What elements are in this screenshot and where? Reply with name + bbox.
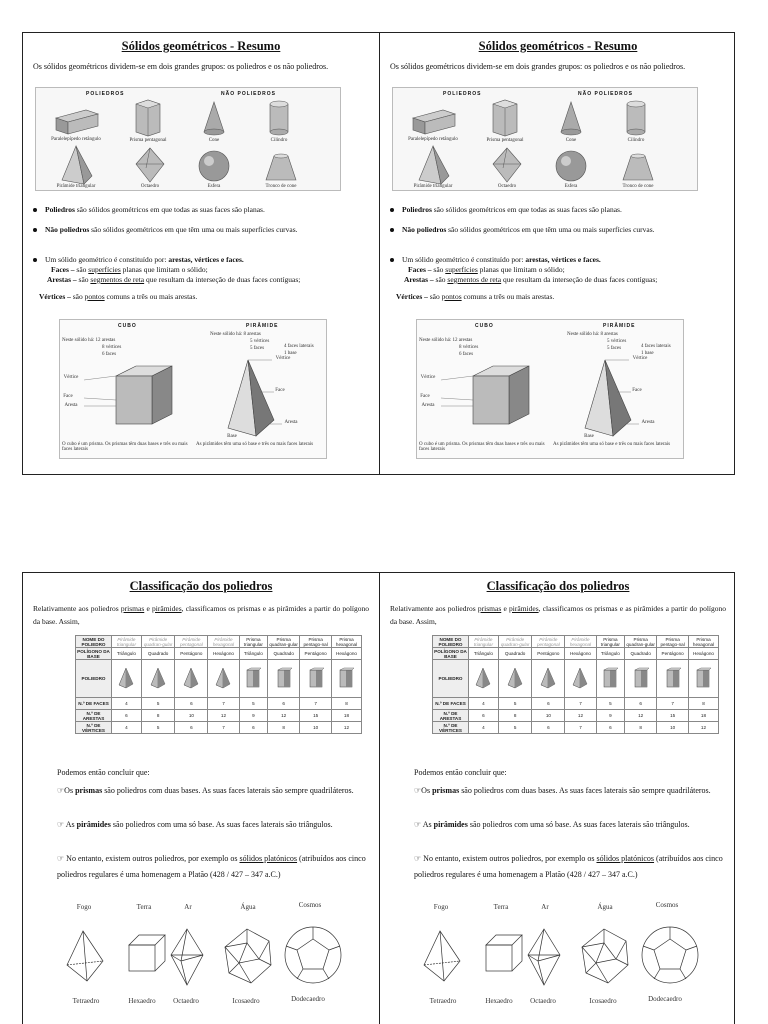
intro-text: Os sólidos geométricos dividem-se em dois grandes grupos: os poliedros e os não poliedros. [390, 62, 686, 71]
table-cell: 6 [239, 722, 267, 734]
paralelepipedo-shape [413, 110, 455, 134]
row-header: N.º DE ARESTAS [433, 710, 469, 722]
pir-base-count: 1 base [284, 351, 297, 356]
pir-info-vertices: 5 vértices [607, 339, 627, 344]
table-cell [625, 660, 657, 698]
tetraedro-shape [67, 931, 103, 981]
hand-icon: ☞ [57, 820, 65, 829]
table-row-base-row [433, 648, 719, 660]
solid-icosaedro: Icosaedro [232, 997, 260, 1005]
esfera-shape [556, 151, 586, 181]
table-cell: 8 [268, 722, 300, 734]
label-esfera: Esfera [564, 184, 578, 189]
hex-pyr-icon [570, 667, 590, 689]
pir-label-vertice: Vértice [632, 356, 648, 361]
row-header: N.º DE FACES [76, 698, 112, 710]
tronco-cone-shape [266, 154, 296, 180]
cilindro-shape [627, 101, 645, 135]
cubo-label-face: Face [63, 394, 73, 399]
table-row-arestas-row [76, 710, 362, 722]
header-piramide: PIRÂMIDE [603, 323, 636, 329]
label-tronco: Tronco de cone [265, 184, 297, 189]
paralelepipedo-shape [56, 110, 98, 134]
table-cell: Triângulo [596, 648, 624, 660]
conclusao-label: Podemos então concluir que: [414, 768, 507, 777]
table-cell: 6 [112, 710, 142, 722]
table-cell: 5 [141, 722, 175, 734]
table-cell: 4 [469, 722, 499, 734]
tri-prism-icon [243, 667, 263, 689]
pir-info-faces: 5 faces [607, 346, 622, 351]
dodecaedro-shape [642, 927, 698, 983]
table-cell: 5 [498, 698, 532, 710]
label-esfera: Esfera [207, 184, 221, 189]
bullet-poliedros: Poliedros são sólidos geométricos em que todas as suas faces são planas. [390, 205, 728, 215]
element-fogo: Fogo [76, 903, 92, 911]
cubo-info-arestas: Neste sólido há: 12 arestas [62, 338, 116, 343]
cone-shape [204, 102, 224, 135]
element-terra: Terra [136, 903, 152, 911]
table-cell: 4 [469, 698, 499, 710]
cubo-caption: O cubo é um prisma. Os prismas têm duas bases e três ou mais faces laterais [62, 442, 188, 452]
quad-prism-icon [274, 667, 294, 689]
table-cell: Prisma hexagonal [331, 636, 361, 648]
icosaedro-shape [225, 929, 271, 983]
column-right [380, 33, 736, 474]
table-cell: 6 [469, 710, 499, 722]
table-cell: Pentágono [532, 648, 565, 660]
table-cell: 8 [331, 698, 361, 710]
header-piramide: PIRÂMIDE [246, 323, 279, 329]
label-cilindro: Cilindro [627, 138, 645, 143]
table-cell: 5 [498, 722, 532, 734]
table-row-name-row [76, 636, 362, 648]
solid-tetraedro: Tetraedro [72, 997, 100, 1005]
octaedro-shape [171, 929, 203, 985]
pir-label-face: Face [632, 388, 642, 393]
pent-prism-icon [306, 667, 326, 689]
octaedro-shape [528, 929, 560, 985]
conclusao-prismas: ☞Os prismas são poliedros com duas bases. As suas faces laterais são sempre quadriláteros. [57, 786, 354, 795]
sheet-solidos [22, 32, 735, 475]
table-row-faces-row [433, 698, 719, 710]
table-cell: Pirâmide hexagonal [565, 636, 596, 648]
table-cell: 6 [532, 698, 565, 710]
figure-cubo-piramide [59, 319, 327, 459]
cubo-label-aresta: Aresta [421, 403, 435, 408]
table-row-arestas-row [433, 710, 719, 722]
page-title: Classificação dos poliedros [486, 579, 630, 593]
table-cell [300, 660, 332, 698]
piramide-shape [585, 360, 631, 436]
table-row-vertices-row [76, 722, 362, 734]
table-cell: 6 [596, 722, 624, 734]
table-cell: Hexágono [331, 648, 361, 660]
hex-prism-icon [693, 667, 713, 689]
row-header: NOME DO POLIEDRO [76, 636, 112, 648]
pent-pyr-icon [538, 667, 558, 689]
conclusao-platonicos: ☞ No entanto, existem outros poliedros, por exemplo os sólidos platónicos (atribuídos aos cinco poliedros regulares é uma homenagem a Platão (428 / 427 – 347 a.C.) [57, 854, 366, 879]
table-cell [239, 660, 267, 698]
table-cell: Pentágono [175, 648, 208, 660]
table-cell [175, 660, 208, 698]
table-cell: Pentágono [300, 648, 332, 660]
def-arestas: Arestas – são segmentos de reta que resultam da interseção de duas faces contíguas; [47, 275, 301, 284]
octaedro-shape [136, 148, 164, 182]
table-cell: Pentágono [657, 648, 689, 660]
row-header: NOME DO POLIEDRO [433, 636, 469, 648]
label-piramide: Pirâmide triangular [56, 184, 96, 189]
table-cell: 5 [596, 698, 624, 710]
table-cell: 8 [625, 722, 657, 734]
icosaedro-shape [582, 929, 628, 983]
table-cell: Hexágono [208, 648, 239, 660]
table-cell [469, 660, 499, 698]
table-cell: Prisma quadran-gular [626, 636, 655, 647]
cubo-info-arestas: Neste sólido há: 12 arestas [419, 338, 473, 343]
hand-icon: ☞ [414, 786, 422, 795]
table-row-vertices-row [433, 722, 719, 734]
row-header: N.º DE VÉRTICES [76, 722, 112, 734]
table-row-name-row [433, 636, 719, 648]
tri-pyr-icon [473, 667, 493, 689]
table-cell: Pirâmide triangular [112, 636, 142, 648]
element-terra: Terra [493, 903, 509, 911]
pir-faces-laterais: 4 faces laterais [284, 344, 314, 349]
tronco-cone-shape [623, 154, 653, 180]
table-cell: 6 [625, 698, 657, 710]
header-cubo: CUBO [118, 323, 137, 329]
quad-pyr-icon [148, 667, 168, 689]
table-cell: 7 [565, 698, 596, 710]
element-cosmos: Cosmos [298, 901, 322, 909]
solid-octaedro: Octaedro [173, 997, 199, 1005]
sheet-classificacao [22, 572, 735, 1024]
piramide-triangular-shape [62, 146, 92, 184]
table-cell [112, 660, 142, 698]
figure-solids [392, 87, 698, 191]
def-arestas: Arestas – são segmentos de reta que resultam da interseção de duas faces contíguas; [404, 275, 658, 284]
label-paralelepipedo: Paralelepípedo retângulo [51, 137, 101, 142]
table-cell: 6 [175, 698, 208, 710]
esfera-shape [199, 151, 229, 181]
table-cell [141, 660, 175, 698]
table-cell: Prisma triangular [239, 636, 267, 648]
label-tronco: Tronco de cone [622, 184, 654, 189]
table-row-shape-row [76, 660, 362, 698]
element-ar: Ar [184, 903, 192, 911]
def-faces: Faces – são superfícies planas que limitam o sólido; [408, 265, 565, 274]
pir-info-arestas: Neste sólido há: 8 arestas [567, 332, 618, 337]
cubo-shape [116, 366, 172, 424]
conclusao-platonicos: ☞ No entanto, existem outros poliedros, por exemplo os sólidos platónicos (atribuídos aos cinco poliedros regulares é uma homenagem a Platão (428 / 427 – 347 a.C.) [414, 854, 723, 879]
octaedro-shape [493, 148, 521, 182]
pent-prism-icon [663, 667, 683, 689]
table-cell: 6 [268, 698, 300, 710]
element-agua: Água [597, 903, 613, 911]
pir-label-vertice: Vértice [275, 356, 291, 361]
hex-prism-icon [336, 667, 356, 689]
hand-icon: ☞ [57, 786, 65, 795]
pir-faces-laterais: 4 faces laterais [641, 344, 671, 349]
table-cell: Pirâmide quadran-gular [141, 636, 175, 648]
table-row-faces-row [76, 698, 362, 710]
label-cone: Cone [208, 138, 220, 143]
table-cell: 18 [331, 710, 361, 722]
table-cell [532, 660, 565, 698]
hexaedro-shape [486, 935, 522, 971]
table-cell: 18 [688, 710, 718, 722]
row-header: POLÍGONO DA BASE [77, 648, 110, 659]
pir-info-faces: 5 faces [250, 346, 265, 351]
header-nao-poliedros: NÃO POLIEDROS [221, 91, 276, 97]
hand-icon: ☞ [57, 854, 65, 863]
pir-info-vertices: 5 vértices [250, 339, 270, 344]
table-cell: 5 [239, 698, 267, 710]
table-cell: Quadrado [498, 648, 532, 660]
conclusao-label: Podemos então concluir que: [57, 768, 150, 777]
cubo-info-vertices: 8 vértices [459, 345, 479, 350]
quad-pyr-icon [505, 667, 525, 689]
poliedros-table [75, 635, 362, 734]
def-vertices: Vértices – são pontos comuns a três ou mais arestas. [396, 292, 555, 301]
table-cell: 10 [175, 710, 208, 722]
label-paralelepipedo: Paralelepípedo retângulo [408, 137, 458, 142]
cubo-info-faces: 6 faces [102, 352, 117, 357]
quad-prism-icon [631, 667, 651, 689]
hand-icon: ☞ [414, 854, 422, 863]
hexaedro-shape [129, 935, 165, 971]
intro-text: Relativamente aos poliedros prismas e pirâmides, classificamos os prismas e as pirâmides a partir do polígono da base. Assim, [390, 604, 726, 626]
pir-label-base: Base [227, 434, 237, 439]
cubo-shape [473, 366, 529, 424]
row-header: N.º DE ARESTAS [76, 710, 112, 722]
platonic-solids [53, 903, 353, 1013]
intro-text: Relativamente aos poliedros prismas e pirâmides, classificamos os prismas e as pirâmides a partir do polígono da base. Assim, [33, 604, 369, 626]
table-cell: 8 [498, 710, 532, 722]
hex-pyr-icon [213, 667, 233, 689]
table-cell: Quadrado [268, 648, 300, 660]
figure-cubo-piramide [416, 319, 684, 459]
label-prisma: Prisma pentagonal [486, 138, 524, 143]
table-cell: 10 [300, 722, 332, 734]
dodecaedro-shape [285, 927, 341, 983]
bullet-elementos: Um sólido geométrico é constituído por: arestas, vértices e faces. [33, 255, 371, 265]
bullet-nao-poliedros: Não poliedros são sólidos geométricos em que têm uma ou mais superfícies curvas. [33, 225, 371, 235]
table-cell: 9 [596, 710, 624, 722]
bullet-nao-poliedros: Não poliedros são sólidos geométricos em que têm uma ou mais superfícies curvas. [390, 225, 728, 235]
table-cell: Triângulo [112, 648, 142, 660]
table-cell [657, 660, 689, 698]
label-piramide: Pirâmide triangular [413, 184, 453, 189]
cubo-label-aresta: Aresta [64, 403, 78, 408]
solid-dodecaedro: Dodecaedro [291, 995, 325, 1003]
piramide-triangular-shape [419, 146, 449, 184]
solid-dodecaedro: Dodecaedro [648, 995, 682, 1003]
table-cell: 15 [657, 710, 689, 722]
element-fogo: Fogo [433, 903, 449, 911]
cubo-caption: O cubo é um prisma. Os prismas têm duas bases e três ou mais faces laterais [419, 442, 545, 452]
poliedros-table [432, 635, 719, 734]
pir-label-aresta: Aresta [641, 420, 655, 425]
table-cell: 12 [268, 710, 300, 722]
tri-pyr-icon [116, 667, 136, 689]
table-cell [268, 660, 300, 698]
cone-shape [561, 102, 581, 135]
pir-label-face: Face [275, 388, 285, 393]
table-cell [208, 660, 239, 698]
column-right [380, 573, 736, 1024]
header-cubo: CUBO [475, 323, 494, 329]
row-header: POLIEDRO [433, 660, 469, 698]
table-cell: 12 [565, 710, 596, 722]
page-title: Classificação dos poliedros [129, 579, 273, 593]
table-cell: 4 [112, 722, 142, 734]
pent-pyr-icon [181, 667, 201, 689]
cubo-label-face: Face [420, 394, 430, 399]
table-cell: Pirâmide hexagonal [208, 636, 239, 648]
header-poliedros: POLIEDROS [86, 91, 125, 97]
hand-icon: ☞ [414, 820, 422, 829]
label-prisma: Prisma pentagonal [129, 138, 167, 143]
table-cell: 12 [208, 710, 239, 722]
cubo-label-vertice: Vértice [420, 375, 436, 380]
tri-prism-icon [600, 667, 620, 689]
pir-caption: As pirâmides têm uma só base e três ou mais faces laterais [553, 442, 671, 447]
element-ar: Ar [541, 903, 549, 911]
header-poliedros: POLIEDROS [443, 91, 482, 97]
table-cell [498, 660, 532, 698]
table-cell: Pirâmide pentagonal [532, 636, 565, 648]
table-row-shape-row [433, 660, 719, 698]
table-cell: 8 [688, 698, 718, 710]
bullet-poliedros: Poliedros são sólidos geométricos em que todas as suas faces são planas. [33, 205, 371, 215]
tetraedro-shape [424, 931, 460, 981]
table-cell: Triângulo [239, 648, 267, 660]
row-header: POLÍGONO DA BASE [434, 648, 467, 659]
prisma-pentagonal-shape [493, 100, 517, 136]
table-cell: 5 [141, 698, 175, 710]
piramide-shape [228, 360, 274, 436]
page-title: Sólidos geométricos - Resumo [121, 39, 281, 53]
cilindro-shape [270, 101, 288, 135]
table-cell: 7 [300, 698, 332, 710]
header-nao-poliedros: NÃO POLIEDROS [578, 91, 633, 97]
table-cell: Triângulo [469, 648, 499, 660]
pir-label-aresta: Aresta [284, 420, 298, 425]
table-cell: Prisma quadran-gular [269, 636, 298, 647]
table-cell: 12 [331, 722, 361, 734]
solid-tetraedro: Tetraedro [429, 997, 457, 1005]
conclusao-piramides: ☞ As pirâmides são poliedros com uma só base. As suas faces laterais são triângulos. [414, 820, 690, 829]
table-row-base-row [76, 648, 362, 660]
table-cell: Hexágono [565, 648, 596, 660]
row-header: POLIEDRO [76, 660, 112, 698]
table-cell: Quadrado [141, 648, 175, 660]
table-cell: 6 [175, 722, 208, 734]
row-header: N.º DE FACES [433, 698, 469, 710]
table-cell [331, 660, 361, 698]
solid-hexaedro: Hexaedro [485, 997, 513, 1005]
table-cell: Prisma pentago-nal [657, 636, 689, 648]
table-cell: 12 [688, 722, 718, 734]
element-agua: Água [240, 903, 256, 911]
label-octaedro: Octaedro [497, 184, 517, 189]
table-cell: Pirâmide quadran-gular [498, 636, 532, 648]
table-cell: 10 [532, 710, 565, 722]
table-cell: Prisma pentago-nal [300, 636, 332, 648]
def-vertices: Vértices – são pontos comuns a três ou mais arestas. [39, 292, 198, 301]
table-cell: Prisma hexagonal [688, 636, 718, 648]
table-cell: Quadrado [625, 648, 657, 660]
table-cell [565, 660, 596, 698]
table-cell: Pirâmide triangular [469, 636, 499, 648]
table-cell: Prisma triangular [596, 636, 624, 648]
conclusao-piramides: ☞ As pirâmides são poliedros com uma só base. As suas faces laterais são triângulos. [57, 820, 333, 829]
label-octaedro: Octaedro [140, 184, 160, 189]
pir-info-arestas: Neste sólido há: 8 arestas [210, 332, 261, 337]
element-cosmos: Cosmos [655, 901, 679, 909]
table-cell: 9 [239, 710, 267, 722]
pir-caption: As pirâmides têm uma só base e três ou mais faces laterais [196, 442, 314, 447]
page-title: Sólidos geométricos - Resumo [478, 39, 638, 53]
column-left [23, 33, 379, 474]
solid-hexaedro: Hexaedro [128, 997, 156, 1005]
row-header: N.º DE VÉRTICES [433, 722, 469, 734]
platonic-solids [410, 903, 710, 1013]
solid-octaedro: Octaedro [530, 997, 556, 1005]
table-cell: 15 [300, 710, 332, 722]
table-cell: Pirâmide pentagonal [175, 636, 208, 648]
table-cell: 6 [532, 722, 565, 734]
prisma-pentagonal-shape [136, 100, 160, 136]
pir-label-base: Base [584, 434, 594, 439]
column-left [23, 573, 379, 1024]
cubo-info-vertices: 8 vértices [102, 345, 122, 350]
cubo-label-vertice: Vértice [63, 375, 79, 380]
table-cell: 7 [208, 722, 239, 734]
intro-text: Os sólidos geométricos dividem-se em dois grandes grupos: os poliedros e os não poliedros. [33, 62, 329, 71]
table-cell: 10 [657, 722, 689, 734]
label-cilindro: Cilindro [270, 138, 288, 143]
solid-icosaedro: Icosaedro [589, 997, 617, 1005]
table-cell [688, 660, 718, 698]
table-cell: 7 [565, 722, 596, 734]
table-cell: 7 [657, 698, 689, 710]
bullet-elementos: Um sólido geométrico é constituído por: arestas, vértices e faces. [390, 255, 728, 265]
table-cell: 7 [208, 698, 239, 710]
table-cell: 4 [112, 698, 142, 710]
conclusao-prismas: ☞Os prismas são poliedros com duas bases. As suas faces laterais são sempre quadriláteros. [414, 786, 711, 795]
table-cell [596, 660, 624, 698]
figure-solids [35, 87, 341, 191]
table-cell: 12 [625, 710, 657, 722]
pir-base-count: 1 base [641, 351, 654, 356]
label-cone: Cone [565, 138, 577, 143]
def-faces: Faces – são superfícies planas que limitam o sólido; [51, 265, 208, 274]
table-cell: 8 [141, 710, 175, 722]
cubo-info-faces: 6 faces [459, 352, 474, 357]
table-cell: Hexágono [688, 648, 718, 660]
